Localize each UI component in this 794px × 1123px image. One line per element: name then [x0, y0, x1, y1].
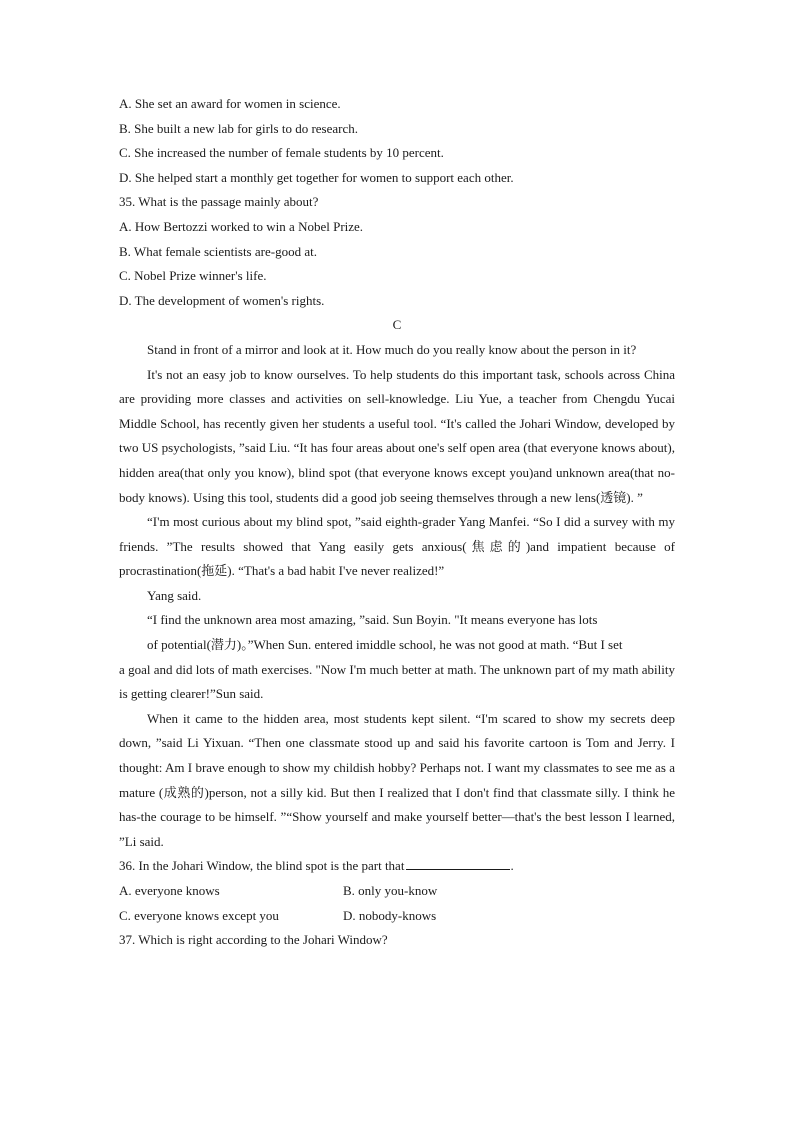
q36-option-d: D. nobody-knows — [343, 907, 437, 923]
section-label: C — [392, 317, 402, 333]
passage-paragraph-2: It's not an easy job to know ourselves. To help students do this important task, schools across China are providing more classes and activities on sell-knowledge. Liu Yue, a teacher from Chengdu Yucai Middle School, has recently given her students a useful tool. “It's called the Johari Window, developed by two US psychologists, ”said Liu. “It has four areas about one's self open area (that everyone knows about), hidden area(that only you know), blind spot (that everyone knows except you)and unknown area(that no- body knows). Using this tool, students did a good job seeing themselves through a new lens(透镜). ” — [119, 366, 675, 505]
passage-paragraph-6b: a goal and did lots of math exercises. "Now I'm much better at math. The unknown part of my math ability is getting clearer!”Sun said. — [119, 661, 675, 702]
q35-option-a: A. How Bertozzi worked to win a Nobel Prize. — [119, 218, 364, 234]
q34-option-a: A. She set an award for women in science. — [119, 96, 341, 111]
document-page — [119, 92, 675, 953]
passage-paragraph-6a: of potential(潜力)。”When Sun. entered imiddle school, he was not good at math. “But I set — [147, 637, 623, 653]
passage-paragraph-3: “I'm most curious about my blind spot, ”said eighth-grader Yang Manfei. “So I did a survey with my friends. ”The results showed that Yang easily gets anxious(焦虑的)and impatient because of procrastination(拖延). “That's a bad habit I've never realized!” — [119, 514, 675, 579]
q37-stem: 37. Which is right according to the Johari Window? — [119, 932, 388, 948]
passage-paragraph-7: When it came to the hidden area, most students kept silent. “I'm scared to show my secrets deep down, ”said Li Yixuan. “Then one classmate stood up and said his favorite cartoon is Tom and Jerry. I thought: Am I brave enough to show my childish hobby? Perhaps not. I want my classmates to see me as a mature (成熟的)person, not a silly kid. But then I realized that I don't find that classmate silly. I think he has-the courage to be himself. ”“Show yourself and make yourself better—that's the best lesson I learned, ”Li said. — [119, 710, 675, 849]
q35-option-b: B. What female scientists are-good at. — [119, 243, 317, 259]
q36-stem-end: . — [510, 858, 514, 874]
q35-option-d: D. The development of women's rights. — [119, 292, 325, 308]
q34-option-d: D. She helped start a monthly get together for women to support each other. — [119, 169, 514, 185]
answer-blank — [406, 857, 510, 870]
q35-option-c: C. Nobel Prize winner's life. — [119, 268, 267, 284]
q35-stem: 35. What is the passage mainly about? — [119, 194, 319, 210]
q36-options-row-1 — [119, 879, 675, 904]
q36-stem: 36. In the Johari Window, the blind spot is the part that — [119, 858, 405, 874]
q36-option-b: B. only you-know — [343, 883, 438, 898]
passage-paragraph-4: Yang said. — [147, 587, 202, 603]
passage-paragraph-1: Stand in front of a mirror and look at it. How much do you really know about the person in it? — [147, 341, 637, 357]
q34-option-c: C. She increased the number of female students by 10 percent. — [119, 145, 444, 161]
q36-option-c: C. everyone knows except you — [119, 907, 279, 923]
q36-stem-line — [119, 854, 675, 879]
q36-option-a: A. everyone knows — [119, 883, 220, 898]
passage-paragraph-5: “I find the unknown area most amazing, ”said. Sun Boyin. "It means everyone has lots — [147, 612, 598, 628]
q34-option-b: B. She built a new lab for girls to do research. — [119, 120, 358, 136]
q36-options-row-2 — [119, 904, 675, 929]
